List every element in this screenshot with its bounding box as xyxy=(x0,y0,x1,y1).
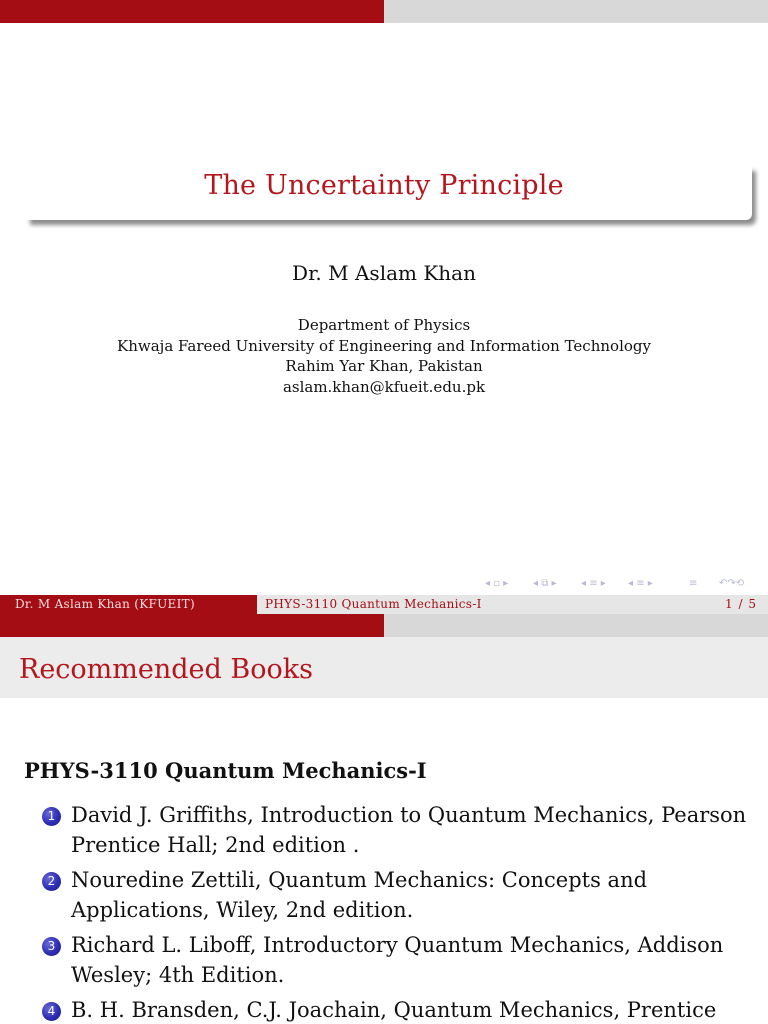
top-bar xyxy=(0,0,768,23)
book-item xyxy=(42,801,752,860)
slide2-top-bar-red-segment xyxy=(0,614,384,637)
footer-course-title: PHYS-3110 Quantum Mechanics-I xyxy=(265,597,482,611)
department-line: Department of Physics xyxy=(297,316,471,334)
book-text: David J. Griffiths, Introduction to Quantum Mechanics, Pearson Prentice Hall; 2nd edition . xyxy=(71,803,747,857)
enumeration-badge: 2 xyxy=(42,872,61,891)
course-heading: PHYS-3110 Quantum Mechanics-I xyxy=(24,758,427,783)
institute-block xyxy=(0,315,768,397)
nav-toc-icon[interactable]: ≡ xyxy=(689,578,698,589)
presentation-title: The Uncertainty Principle xyxy=(204,170,564,201)
book-item xyxy=(42,996,752,1024)
nav-subsection-icon[interactable]: ◂ ⧉ ▸ xyxy=(533,578,557,589)
author-name: Dr. M Aslam Khan xyxy=(292,261,476,285)
footer-author: Dr. M Aslam Khan (KFUEIT) xyxy=(15,597,195,611)
enumeration-badge: 3 xyxy=(42,937,61,956)
university-line: Khwaja Fareed University of Engineering and Information Technology xyxy=(117,336,651,355)
enumeration-badge: 4 xyxy=(42,1002,61,1021)
top-bar-red-segment xyxy=(0,0,384,23)
book-text: Richard L. Liboff, Introductory Quantum Mechanics, Addison Wesley; 4th Edition. xyxy=(71,933,724,987)
footer-bar xyxy=(0,595,768,614)
nav-search-icon[interactable]: ↶↷⟲ xyxy=(719,578,745,589)
book-item xyxy=(42,866,752,925)
footer-page-box xyxy=(512,595,768,614)
nav-document-icon[interactable]: ◂ ≡ ▸ xyxy=(628,578,653,589)
book-text: B. H. Bransden, C.J. Joachain, Quantum Mechanics, Prentice xyxy=(71,998,717,1022)
frame-title: Recommended Books xyxy=(19,654,313,685)
footer-page-number: 1 / 5 xyxy=(725,597,757,611)
book-list xyxy=(42,801,752,1024)
footer-title-box xyxy=(257,595,512,614)
slide2-top-bar xyxy=(0,614,768,637)
enumeration-badge: 1 xyxy=(42,807,61,826)
nav-section-icon[interactable]: ◂ ≡ ▸ xyxy=(581,578,606,589)
location-line: Rahim Yar Khan, Pakistan xyxy=(285,357,483,375)
email-line: aslam.khan@kfueit.edu.pk xyxy=(282,377,486,396)
book-item xyxy=(42,931,752,990)
book-text: Nouredine Zettili, Quantum Mechanics: Concepts and Applications, Wiley, 2nd edition. xyxy=(71,868,648,922)
nav-frame-icon[interactable]: ◂ ▫ ▸ xyxy=(485,578,509,589)
